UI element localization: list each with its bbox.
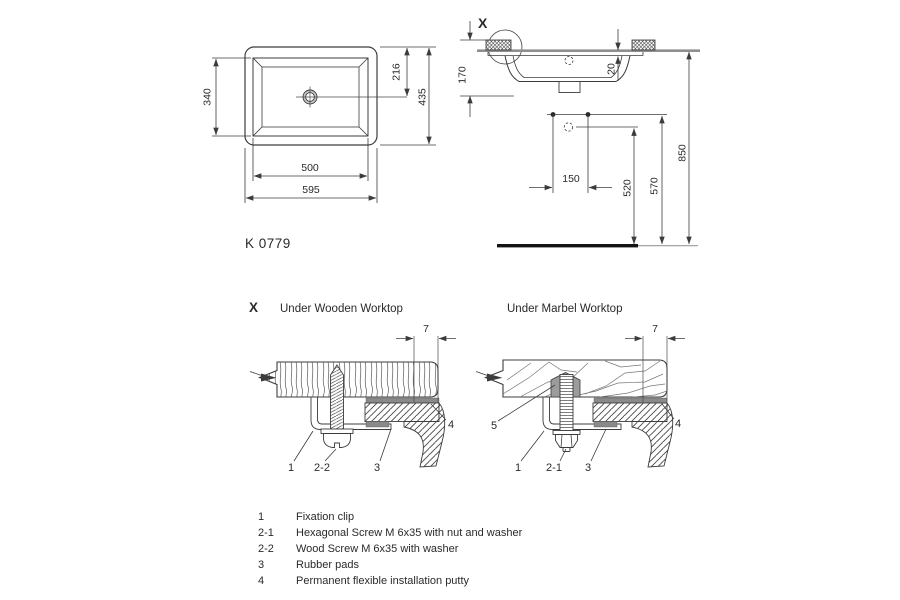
drain-hole (296, 87, 407, 108)
callout-putty: 4 (674, 418, 682, 430)
drain-stub (564, 123, 572, 131)
product-code: K 0779 (245, 236, 291, 251)
legend (258, 511, 523, 587)
dim-floor-to-drain-label: 520 (621, 179, 634, 197)
callout-putty: 4 (447, 419, 455, 431)
section-detail-marker-x: X (478, 15, 488, 31)
hex-nut (556, 435, 578, 448)
drain-outlet (559, 82, 580, 93)
dim-rim-to-drain-label: 216 (390, 63, 403, 81)
threaded-rod (560, 375, 573, 431)
wooden-worktop (260, 362, 439, 397)
rubber-pad (366, 422, 389, 428)
dim-floor-to-rim-label: 850 (676, 144, 689, 162)
detail-marble-worktop (476, 303, 685, 474)
basin-profile (488, 52, 643, 93)
basin-rim-section (593, 403, 667, 422)
installation-putty (594, 398, 667, 403)
dim-outer-height-label: 435 (416, 88, 429, 106)
callout-pad: 3 (373, 462, 381, 474)
drain-crosshair (296, 87, 407, 108)
callout-clip: 1 (287, 462, 295, 474)
plan-view (202, 47, 437, 251)
floor-line (497, 244, 638, 247)
legend-row-4-key: 3 (258, 559, 265, 571)
legend-row-5-key: 4 (258, 575, 265, 587)
section-view (457, 15, 701, 247)
legend-row-2-key: 2-1 (258, 527, 274, 539)
callout-clip: 1 (514, 462, 522, 474)
callout-wood-screw: 2-2 (314, 462, 330, 474)
detail-wooden-worktop (249, 300, 456, 474)
dim-inner-height-label: 340 (201, 88, 214, 106)
installation-putty (366, 398, 439, 403)
dim-inner-width-label: 500 (301, 162, 319, 174)
legend-row-1-label: Fixation clip (296, 511, 355, 523)
screw-washer (321, 429, 353, 434)
rubber-pad (594, 422, 617, 428)
callout-anchor: 5 (490, 420, 498, 432)
detail-title-wooden: Under Wooden Worktop (280, 303, 403, 315)
wood-screw-shank (331, 365, 344, 429)
callout-pad: 3 (584, 462, 592, 474)
basin-rim-section (365, 403, 439, 422)
wood-screw-head (324, 434, 351, 448)
overflow-hole (565, 57, 573, 65)
dim-outer-width-label: 595 (302, 184, 320, 196)
legend-row-4-label: Rubber pads (296, 559, 359, 571)
legend-row-5-label: Permanent flexible installation putty (296, 575, 470, 587)
legend-row-1-key: 1 (258, 511, 265, 523)
dim-overhang-label-marble: 7 (652, 323, 658, 335)
dim-basin-depth-label: 170 (456, 66, 469, 84)
nut-washer (553, 431, 580, 435)
dim-rim-thickness-label: 20 (605, 63, 618, 75)
dim-floor-to-holes-label: 570 (648, 177, 661, 195)
callout-hex-screw: 2-1 (546, 462, 562, 474)
rod-tip (563, 448, 570, 452)
legend-row-2-label: Hexagonal Screw M 6x35 with nut and washer (296, 527, 523, 539)
dim-overhang-label-wooden: 7 (423, 323, 429, 335)
detail-title-marble: Under Marbel Worktop (507, 303, 623, 315)
worktop-cut-right (632, 40, 655, 50)
dim-hole-spacing-label: 150 (562, 173, 580, 185)
worktop-cut-left (486, 40, 511, 50)
legend-row-3-label: Wood Screw M 6x35 with washer (296, 543, 459, 555)
legend-row-3-key: 2-2 (258, 543, 274, 555)
detail-marker-x: X (249, 300, 259, 315)
